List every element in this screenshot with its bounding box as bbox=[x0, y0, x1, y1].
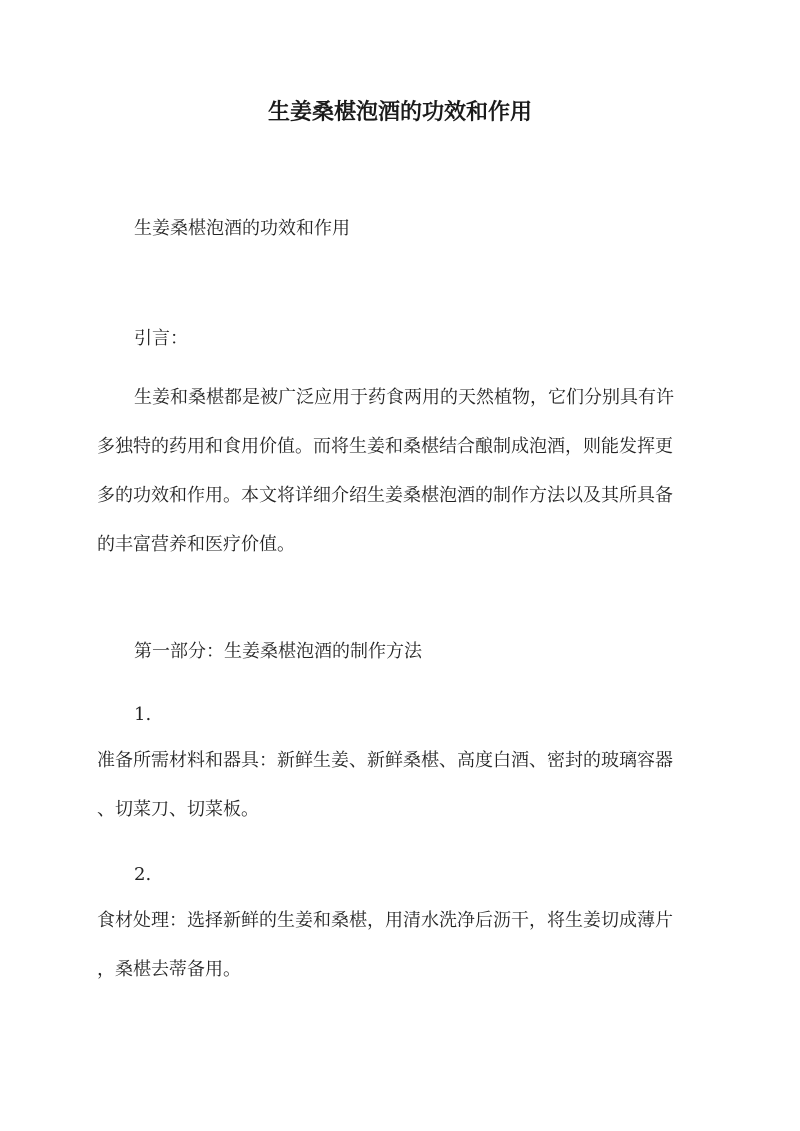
section-heading: 第一部分：生姜桑椹泡酒的制作方法 bbox=[134, 641, 422, 662]
step-number-1: 1. bbox=[134, 704, 152, 725]
step-2-line-1: 食材处理：选择新鲜的生姜和桑椹，用清水洗净后沥干，将生姜切成薄片 bbox=[97, 910, 673, 931]
intro-line-4: 的丰富营养和医疗价值。 bbox=[97, 534, 295, 555]
intro-line-3: 多的功效和作用。本文将详细介绍生姜桑椹泡酒的制作方法以及其所具备 bbox=[97, 485, 673, 506]
document-subtitle: 生姜桑椹泡酒的功效和作用 bbox=[134, 218, 350, 239]
step-1-line-1: 准备所需材料和器具：新鲜生姜、新鲜桑椹、高度白酒、密封的玻璃容器 bbox=[97, 750, 673, 771]
document-title: 生姜桑椹泡酒的功效和作用 bbox=[267, 99, 532, 125]
intro-line-1: 生姜和桑椹都是被广泛应用于药食两用的天然植物，它们分别具有许 bbox=[134, 387, 674, 408]
step-number-2: 2. bbox=[134, 864, 152, 885]
intro-heading: 引言： bbox=[134, 328, 188, 349]
intro-line-2: 多独特的药用和食用价值。而将生姜和桑椹结合酿制成泡酒，则能发挥更 bbox=[97, 436, 673, 457]
step-2-line-2: ，桑椹去蒂备用。 bbox=[97, 959, 241, 980]
step-1-line-2: 、切菜刀、切菜板。 bbox=[97, 799, 259, 820]
